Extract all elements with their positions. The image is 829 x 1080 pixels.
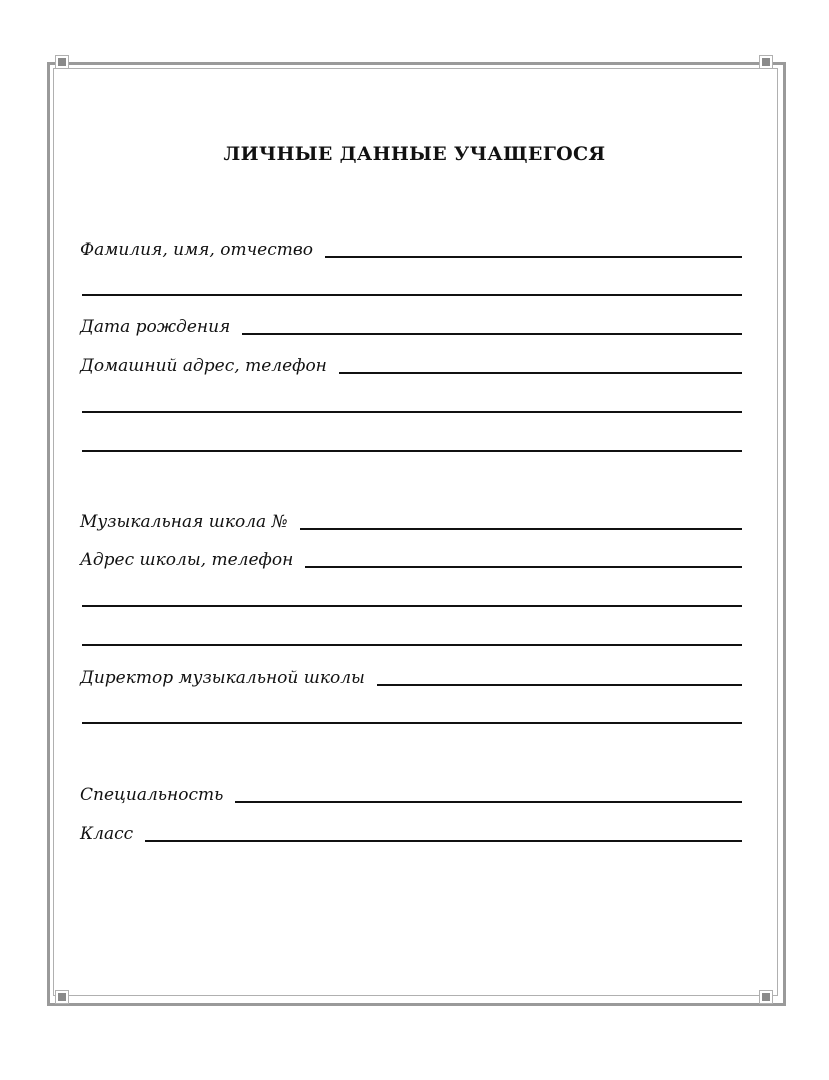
- school-address-line-2[interactable]: [82, 605, 742, 607]
- grade-label: Класс: [80, 824, 134, 844]
- home-address-label: Домашний адрес, телефон: [80, 356, 327, 376]
- director-label: Директор музыкальной школы: [80, 668, 365, 688]
- director-field[interactable]: [80, 664, 742, 688]
- director-line-2[interactable]: [82, 722, 742, 724]
- school-address-label: Адрес школы, телефон: [80, 550, 294, 570]
- grade-field[interactable]: [80, 820, 742, 844]
- page-title: ЛИЧНЫЕ ДАННЫЕ УЧАЩЕГОСЯ: [223, 143, 606, 165]
- grade-line[interactable]: [145, 840, 742, 842]
- school-address-line[interactable]: [305, 566, 742, 568]
- full-name-label: Фамилия, имя, отчество: [80, 240, 313, 260]
- full-name-line-2[interactable]: [82, 294, 742, 296]
- school-address-line-3[interactable]: [82, 644, 742, 646]
- home-address-line-2[interactable]: [82, 411, 742, 413]
- school-address-field[interactable]: [80, 546, 742, 570]
- specialty-line[interactable]: [235, 801, 742, 803]
- birth-date-label: Дата рождения: [80, 317, 231, 337]
- music-school-label: Музыкальная школа №: [80, 512, 288, 532]
- home-address-line-3[interactable]: [82, 450, 742, 452]
- music-school-field[interactable]: [80, 508, 742, 532]
- corner-ornament-br: [762, 993, 770, 1001]
- corner-ornament-bl: [58, 993, 66, 1001]
- page-border-inner: [53, 68, 778, 996]
- full-name-field[interactable]: [80, 236, 742, 260]
- corner-ornament-tr: [762, 58, 770, 66]
- corner-ornament-tl: [58, 58, 66, 66]
- home-address-line[interactable]: [339, 372, 742, 374]
- birth-date-field[interactable]: [80, 313, 742, 337]
- birth-date-line[interactable]: [242, 333, 742, 335]
- music-school-line[interactable]: [300, 528, 742, 530]
- home-address-field[interactable]: [80, 352, 742, 376]
- director-line[interactable]: [377, 684, 742, 686]
- specialty-field[interactable]: [80, 781, 742, 805]
- specialty-label: Специальность: [80, 785, 224, 805]
- full-name-line[interactable]: [325, 256, 742, 258]
